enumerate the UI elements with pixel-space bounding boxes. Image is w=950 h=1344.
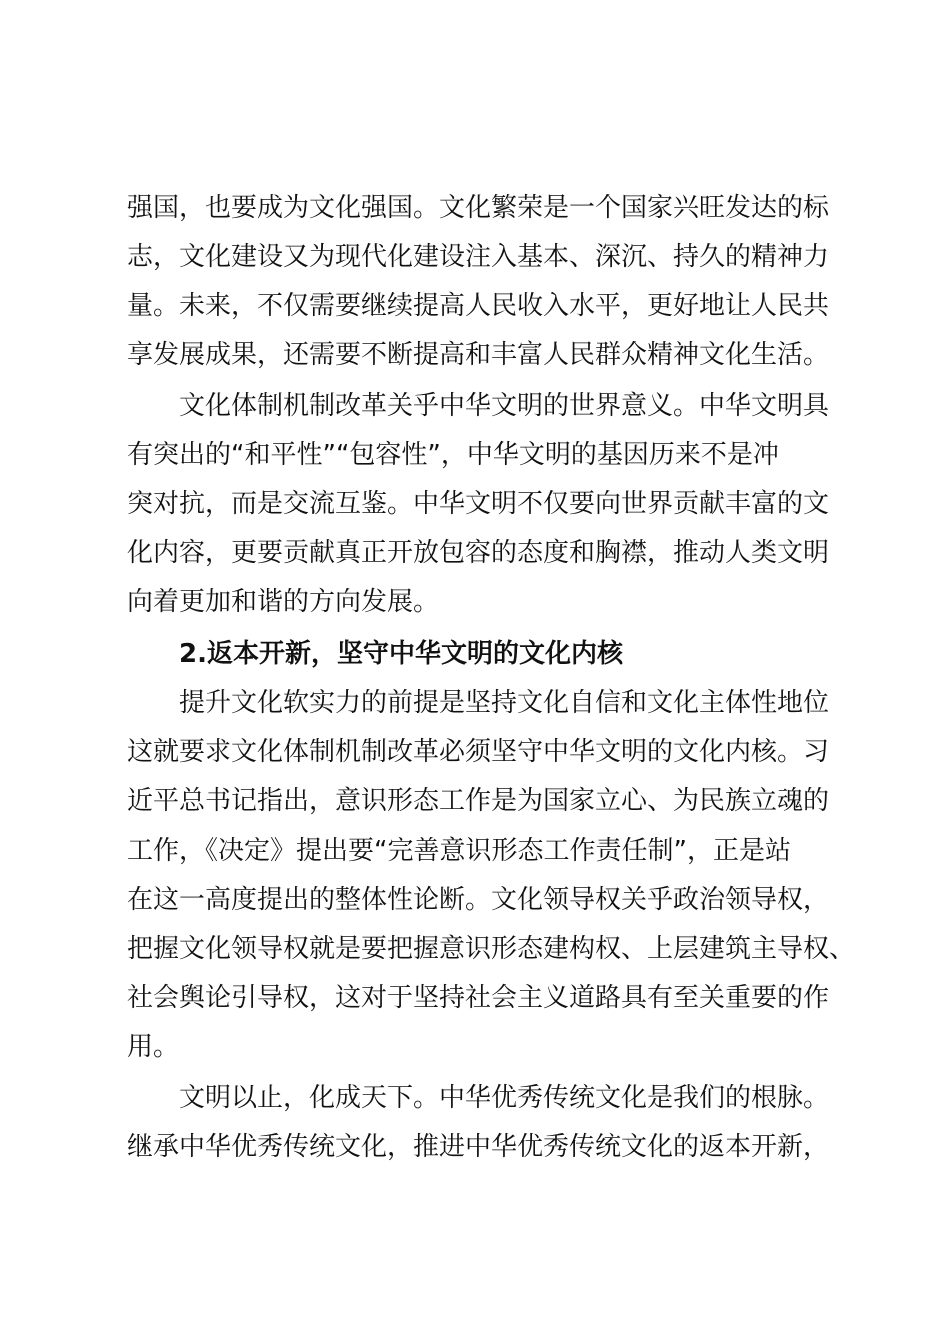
text-line: 量。未来，不仅需要继续提高人民收入水平，更好地让人民共 bbox=[127, 291, 830, 321]
text-line: 工作，《决定》提出要“完善意识形态工作责任制”，正是站 bbox=[127, 836, 791, 866]
text-line: 把握文化领导权就是要把握意识形态建构权、上层建筑主导权、 bbox=[127, 934, 856, 964]
text-line: 这就要求文化体制机制改革必须坚守中华文明的文化内核。习 bbox=[127, 737, 830, 767]
text-line: 继承中华优秀传统文化，推进中华优秀传统文化的返本开新， bbox=[127, 1132, 830, 1162]
section-heading: 2.返本开新，坚守中华文明的文化内核 bbox=[179, 639, 623, 669]
text-line: 在这一高度提出的整体性论断。文化领导权关乎政治领导权， bbox=[127, 885, 830, 915]
text-line: 用。 bbox=[127, 1032, 180, 1062]
text-line: 化内容，更要贡献真正开放包容的态度和胸襟，推动人类文明 bbox=[127, 538, 830, 568]
text-line: 强国，也要成为文化强国。文化繁荣是一个国家兴旺发达的标 bbox=[127, 193, 830, 223]
text-line: 志，文化建设又为现代化建设注入基本、深沉、持久的精神力 bbox=[127, 242, 830, 272]
text-line: 有突出的“和平性”“包容性”，中华文明的基因历来不是冲 bbox=[127, 440, 779, 470]
text-line: 突对抗，而是交流互鉴。中华文明不仅要向世界贡献丰富的文 bbox=[127, 489, 830, 519]
text-line: 享发展成果，还需要不断提高和丰富人民群众精神文化生活。 bbox=[127, 340, 830, 370]
text-line: 社会舆论引导权，这对于坚持社会主义道路具有至关重要的作 bbox=[127, 983, 830, 1013]
paragraph-first-line: 文明以止，化成天下。中华优秀传统文化是我们的根脉。 bbox=[179, 1083, 830, 1113]
text-line: 向着更加和谐的方向发展。 bbox=[127, 587, 440, 617]
paragraph-first-line: 文化体制机制改革关乎中华文明的世界意义。中华文明具 bbox=[179, 391, 830, 421]
paragraph-first-line: 提升文化软实力的前提是坚持文化自信和文化主体性地位 bbox=[179, 688, 830, 718]
text-line: 近平总书记指出，意识形态工作是为国家立心、为民族立魂的 bbox=[127, 786, 830, 816]
